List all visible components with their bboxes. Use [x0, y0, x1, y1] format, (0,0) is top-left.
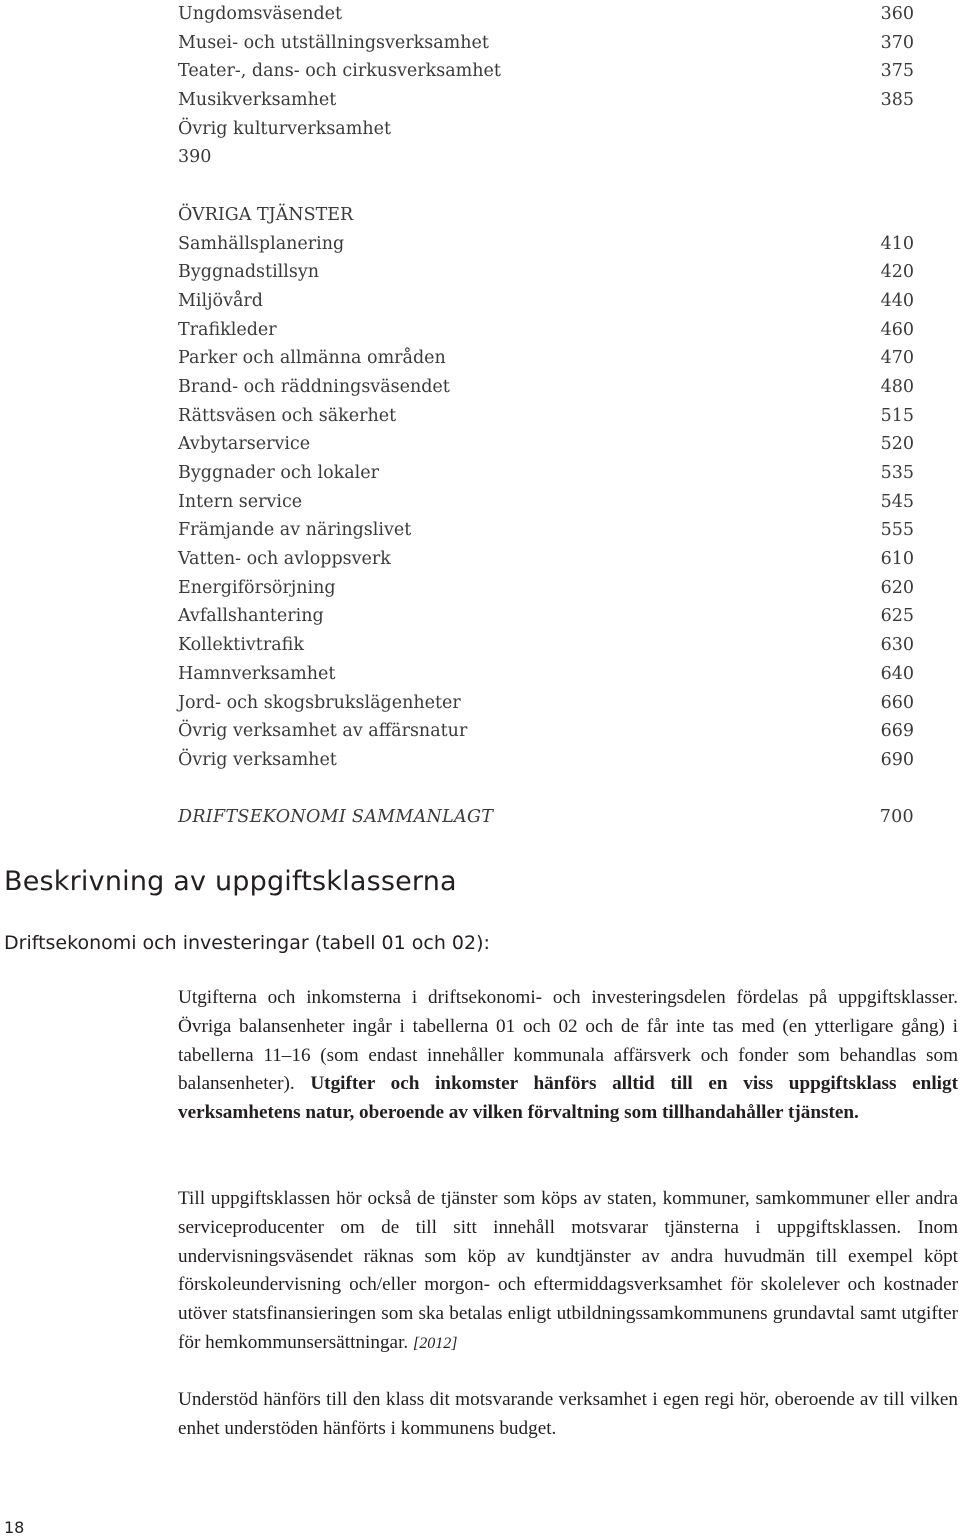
list-row — [178, 57, 914, 86]
page-number: 18 — [4, 1518, 25, 1537]
heading-driftsekonomi: Driftsekonomi och investeringar (tabell 01 och 02): — [4, 932, 490, 954]
row-label: Övrig verksamhet — [178, 749, 337, 770]
list-row — [178, 115, 914, 144]
row-code: 690 — [880, 749, 914, 770]
row-label: Musikverksamhet — [178, 90, 337, 111]
row-label: Intern service — [178, 491, 303, 512]
row-label: Teater-, dans- och cirkusverksamhet — [178, 61, 501, 82]
list-row — [178, 373, 914, 402]
row-label: Trafikleder — [178, 319, 277, 340]
row-label: Kollektivtrafik — [178, 635, 304, 656]
list-row — [178, 258, 914, 287]
list-row — [178, 717, 914, 746]
paragraph-2-text: Till uppgiftsklassen hör också de tjänster som köps av staten, kommuner, samkommuner eller andra serviceproducenter om de till sitt innehåll motsvarar tjänsterna i uppgiftsklassen. Inom undervisningsväsendet räknas som köp av kundtjänster av andra huvudmän till exempel köpt förskoleundervisning och/eller morgon- och eftermiddagsverksamhet för skolelever och kostnader utöver statsfinansieringen som ska betalas enligt utbildningssamkommunens grundavtal samt utgifter för hemkommunsersättningar. — [178, 1188, 958, 1353]
row-code: 515 — [880, 405, 914, 426]
list-row — [178, 545, 914, 574]
row-label: Parker och allmänna områden — [178, 348, 446, 369]
paragraph-1-text: Utgifterna och inkomsterna i driftsekonomi- och investeringsdelen fördelas på uppgiftsklasser. Övriga balansenheter ingår i tabellerna 01 och 02 och de får inte tas med (en ytterligare gång) i tabellerna 11–16 (som endast innehåller kommunala affärsverk och fonder som behandlas som balansenheter). — [178, 987, 958, 1095]
list-row — [178, 402, 914, 431]
list-row — [178, 516, 914, 545]
row-code: 480 — [880, 376, 914, 397]
row-label: Byggnader och lokaler — [178, 463, 380, 483]
row-code: 370 — [880, 32, 914, 53]
list-row — [178, 689, 914, 718]
row-code: 520 — [880, 434, 914, 455]
row-code: 420 — [880, 262, 914, 283]
row-label: Avbytarservice — [178, 434, 311, 455]
row-code: 410 — [880, 233, 914, 254]
list-row — [178, 574, 914, 603]
list-row — [178, 29, 914, 58]
row-label: Jord- och skogsbrukslägenheter — [178, 692, 461, 713]
list-row — [178, 0, 914, 29]
row-label: Musei- och utställningsverksamhet — [178, 32, 489, 53]
row-code: 460 — [880, 319, 914, 340]
row-label: Rättsväsen och säkerhet — [178, 405, 397, 426]
row-label: Övrig kulturverksamhet — [178, 118, 391, 139]
row-code: 660 — [880, 692, 914, 713]
list-row — [178, 316, 914, 345]
section-heading — [178, 201, 914, 230]
uppgiftsklass-list — [178, 0, 914, 832]
list-row — [178, 602, 914, 631]
row-code: 555 — [880, 520, 914, 541]
row-label: 390 — [178, 147, 212, 168]
row-code: 440 — [880, 290, 914, 311]
row-code: 375 — [880, 61, 914, 82]
row-code: 360 — [880, 4, 914, 24]
list-row — [178, 488, 914, 517]
paragraph-2-reference: [2012] — [413, 1334, 458, 1352]
paragraph-1 — [178, 984, 958, 1128]
row-code: 640 — [880, 663, 914, 684]
list-row — [178, 459, 914, 488]
row-label: Avfallshantering — [178, 606, 324, 627]
row-code: 625 — [880, 606, 914, 627]
section-heading-label: ÖVRIGA TJÄNSTER — [178, 204, 354, 225]
list-row — [178, 86, 914, 115]
list-row — [178, 143, 914, 172]
row-code: 620 — [880, 577, 914, 598]
row-code: 669 — [880, 721, 914, 742]
row-label: Byggnadstillsyn — [178, 262, 319, 283]
row-label: Vatten- och avloppsverk — [178, 549, 391, 570]
total-row — [178, 803, 914, 832]
row-label: Brand- och räddningsväsendet — [178, 376, 450, 397]
list-row — [178, 631, 914, 660]
total-label: DRIFTSEKONOMI SAMMANLAGT — [178, 807, 494, 828]
list-row — [178, 746, 914, 775]
row-code: 470 — [880, 348, 914, 369]
row-label: Miljövård — [178, 290, 263, 311]
row-code: 385 — [880, 90, 914, 111]
row-code: 535 — [880, 463, 914, 483]
row-label: Främjande av näringslivet — [178, 520, 412, 541]
row-label: Ungdomsväsendet — [178, 4, 343, 24]
paragraph-1-bold: Utgifter och inkomster hänförs alltid till en viss uppgiftsklass enligt verksamhetens natur, oberoende av vilken förvaltning som tillhandahåller tjänsten. — [178, 1073, 958, 1124]
list-row — [178, 344, 914, 373]
row-code: 630 — [880, 635, 914, 656]
paragraph-3 — [178, 1386, 958, 1444]
row-label: Energiförsörjning — [178, 577, 336, 598]
row-label: Hamnverksamhet — [178, 663, 336, 684]
row-code: 610 — [880, 549, 914, 570]
list-row — [178, 430, 914, 459]
list-row — [178, 230, 914, 259]
heading-description: Beskrivning av uppgiftsklasserna — [4, 866, 457, 897]
list-row — [178, 660, 914, 689]
total-code: 700 — [879, 807, 914, 828]
row-label: Övrig verksamhet av affärsnatur — [178, 721, 468, 742]
row-code: 545 — [880, 491, 914, 512]
list-row — [178, 287, 914, 316]
paragraph-2 — [178, 1185, 958, 1359]
row-label: Samhällsplanering — [178, 233, 345, 254]
paragraph-3-text: Understöd hänförs till den klass dit motsvarande verksamhet i egen regi hör, oberoende av till vilken enhet understöden hänförts i kommunens budget. — [178, 1389, 958, 1439]
